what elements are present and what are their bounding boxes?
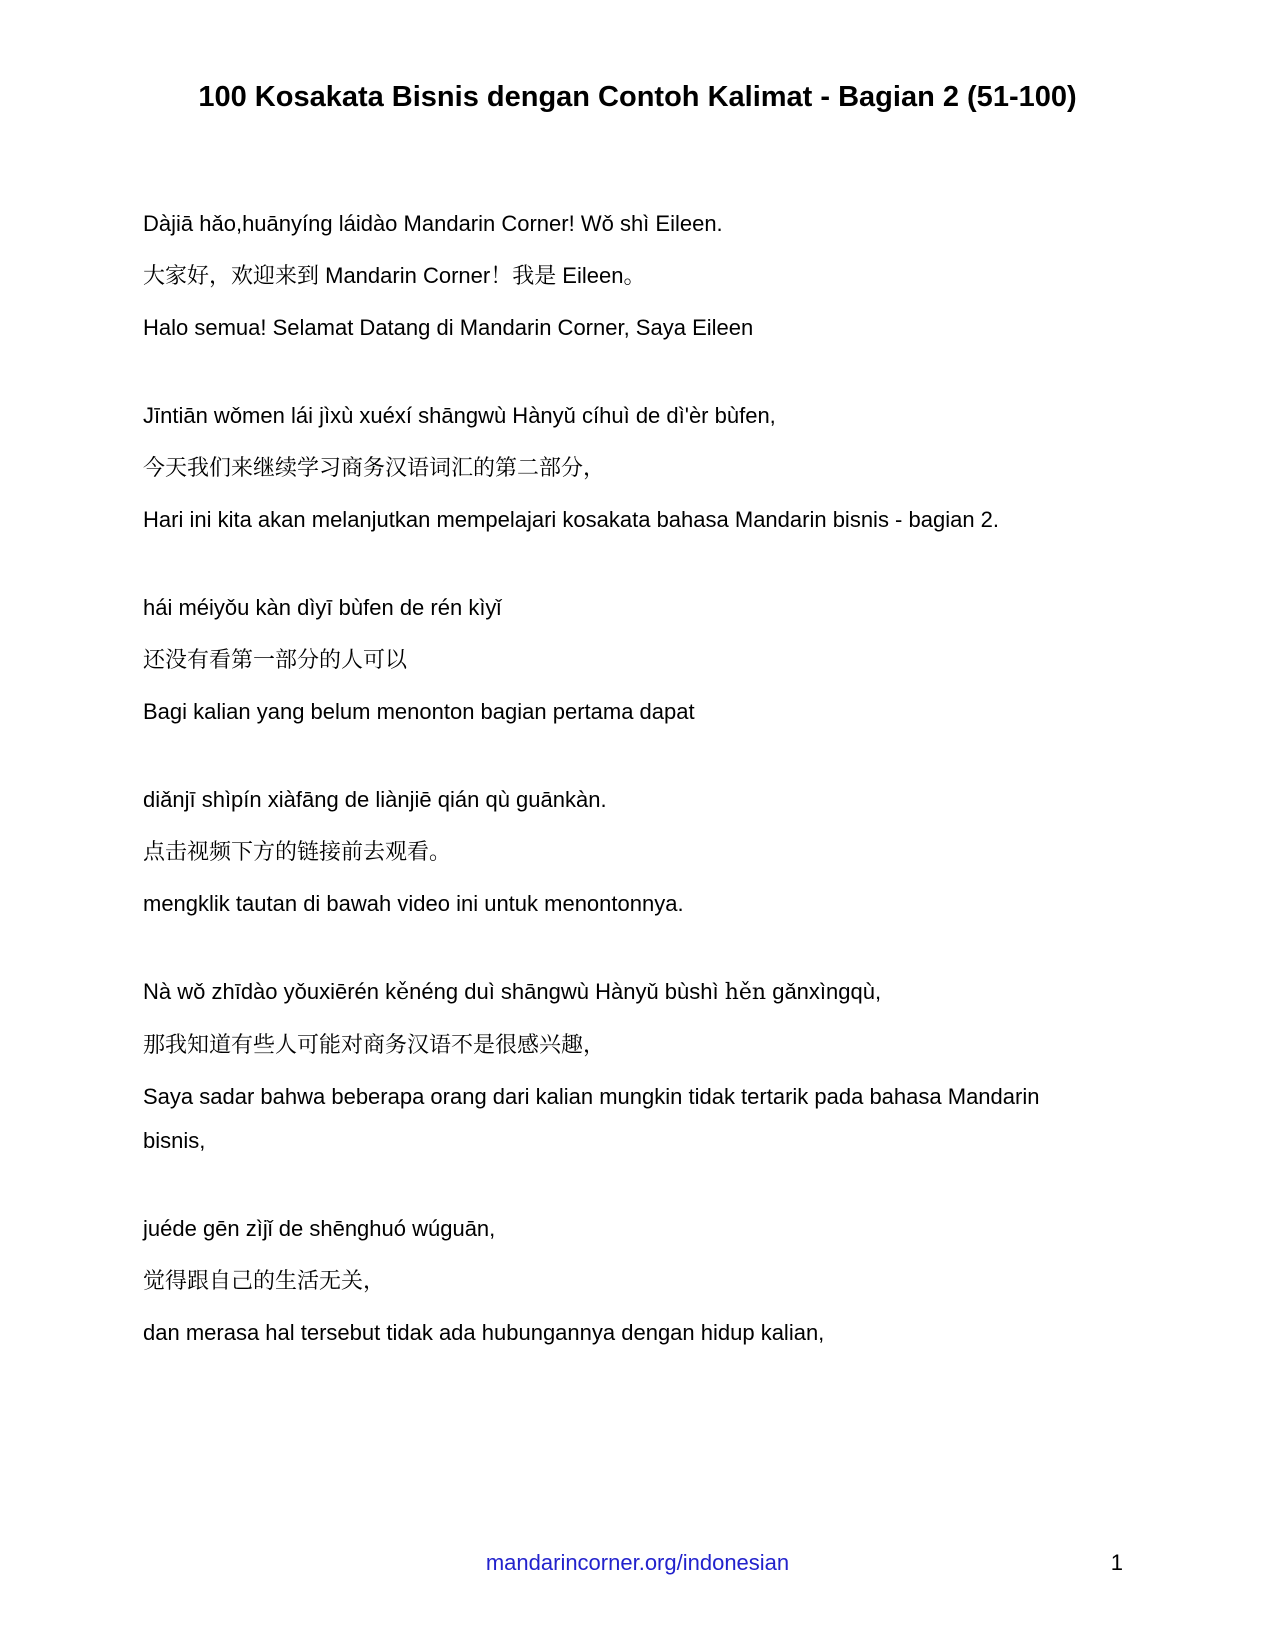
- hanzi-line: 那我知道有些人可能对商务汉语不是很感兴趣，: [143, 1032, 606, 1057]
- document-title: 100 Kosakata Bisnis dengan Contoh Kalimat - Bagian 2 (51-100): [198, 81, 1077, 113]
- pinyin-segment: Nà wǒ zhīdào yǒuxiērén k: [143, 979, 397, 1004]
- hanzi-line: 今天我们来继续学习商务汉语词汇的第二部分，: [143, 455, 606, 480]
- pinyin-line: Jīntiān wǒmen lái jìxù xuéxí shāngwù Hànyǔ cíhuì de dì'èr bùfen,: [143, 403, 776, 428]
- sentence-block: [143, 586, 1073, 734]
- pinyin-line: juéde gēn zìjǐ de shēnghuó wúguān,: [143, 1216, 496, 1241]
- indonesian-line: Halo semua! Selamat Datang di Mandarin Corner, Saya Eileen: [143, 315, 754, 340]
- sentence-block: [143, 202, 1073, 350]
- pinyin-segment: gǎnxìngqù,: [766, 979, 882, 1004]
- hanzi-line: 觉得跟自己的生活无关，: [143, 1268, 386, 1293]
- pinyin-line: [143, 970, 1073, 1015]
- pinyin-segment-fallback-font: ě: [396, 980, 410, 1005]
- indonesian-line: Saya sadar bahwa beberapa orang dari kalian mungkin tidak tertarik pada bahasa Mandarin bisnis,: [143, 1084, 1040, 1153]
- indonesian-line: Hari ini kita akan melanjutkan mempelajari kosakata bahasa Mandarin bisnis - bagian 2.: [143, 507, 1000, 532]
- pinyin-segment-fallback-font: hěn: [724, 980, 767, 1005]
- pinyin-line: Dàjiā hǎo,huānyíng láidào Mandarin Corner! Wǒ shì Eileen.: [143, 211, 723, 236]
- hanzi-line: 大家好，欢迎来到 Mandarin Corner！我是 Eileen。: [143, 263, 646, 288]
- pinyin-segment: néng duì shāngwù Hànyǔ bùshì: [409, 979, 725, 1004]
- indonesian-line: dan merasa hal tersebut tidak ada hubungannya dengan hidup kalian,: [143, 1320, 825, 1345]
- hanzi-line: 还没有看第一部分的人可以: [143, 647, 408, 672]
- sentence-block: [143, 778, 1073, 926]
- indonesian-line: Bagi kalian yang belum menonton bagian pertama dapat: [143, 699, 695, 724]
- pinyin-line: diǎnjī shìpín xiàfāng de liànjiē qián qù guānkàn.: [143, 787, 607, 812]
- sentence-block: [143, 1207, 1073, 1355]
- indonesian-line: mengklik tautan di bawah video ini untuk menontonnya.: [143, 891, 684, 916]
- footer-link[interactable]: mandarincorner.org/indonesian: [485, 1550, 790, 1575]
- page-number: 1: [1110, 1550, 1123, 1575]
- page-footer: [0, 1548, 1275, 1578]
- sentence-block: [143, 970, 1073, 1163]
- pinyin-line: hái méiyǒu kàn dìyī bùfen de rén kìyǐ: [143, 595, 502, 620]
- hanzi-line: 点击视频下方的链接前去观看。: [143, 839, 452, 864]
- sentence-block: [143, 394, 1073, 542]
